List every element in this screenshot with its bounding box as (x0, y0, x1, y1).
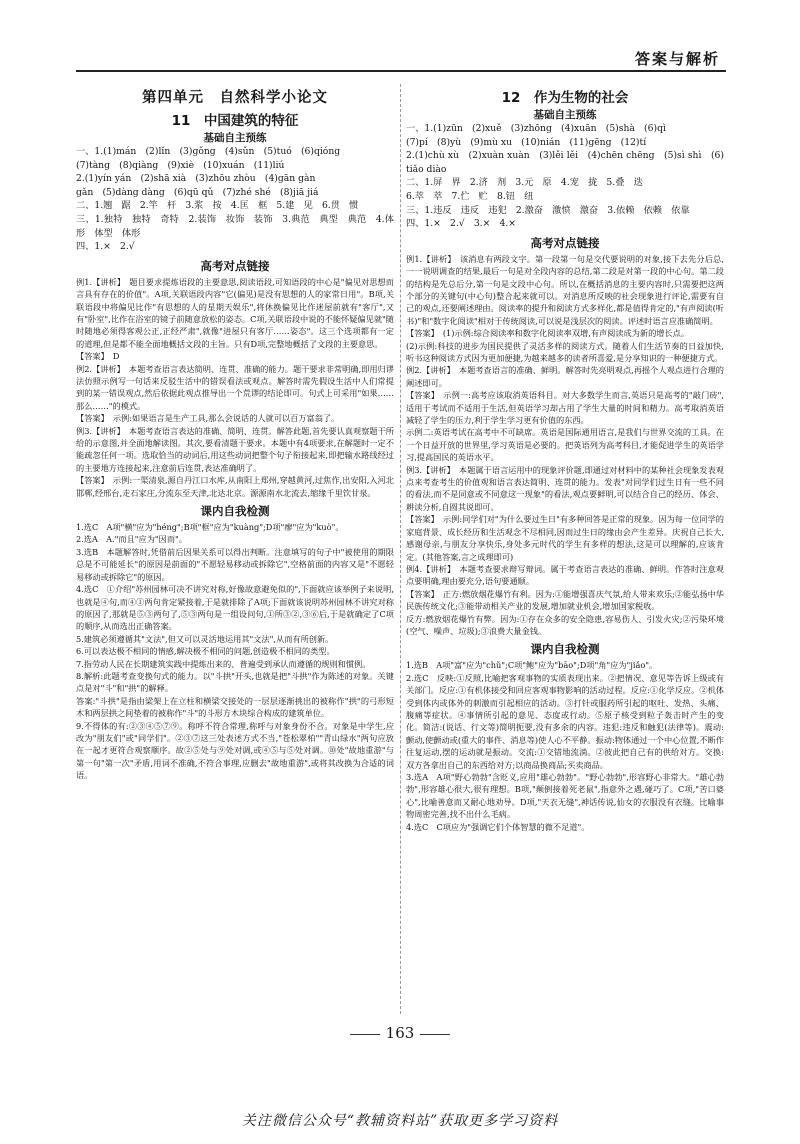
answer-paragraph: 【答案】 D (76, 351, 120, 362)
answer-line: gǎn (5)dàng dàng (6)qū qǔ (7)zhé shé (8)jiā jiá (76, 186, 319, 198)
answer-paragraph: 【答案】 正方:燃放烟花爆竹有利。因为:①能增强喜庆气氛,给人带来欢乐;②能弘扬中华民族传统文化;③能带动相关产业的发展,增加就业机会,增加国家税收。 (406, 588, 724, 612)
answer-paragraph: (2)示例:科技的进步为国民提供了灵活多样的阅读方式。随着人们生活节奏的日益加快,听书这种阅读方式因为更加便捷,为越来越多的读者所喜爱,是分享知识的一种便捷方式。 (406, 340, 724, 363)
explanation-paragraph: 例2.【讲析】 本题考查语言的准确、鲜明。解答时先亮明观点,再摇个人观点进行合理的阐述即可。 (406, 365, 724, 388)
answer-line: 四、1.× 2.√ (76, 241, 135, 253)
answer-paragraph: 【答案】 (1)示例:综合阅读率和数字化阅读率双增,有声阅读成为新的增长点。 (406, 328, 690, 339)
check-answer: 3.选B 本题解答时,凭借前后因果关系可以得出判断。注意填写的句子中"被使用的期限总是不可能延长"的原因是前面的"不愿轻易移动或拆除它",空格前面的内容又是"不愿轻易移动或拆除它"的原因。 (76, 546, 394, 582)
answer-paragraph: 反方:燃放烟花爆竹有弊。因为:①存在众多的安全隐患,容易伤人、引发火灾;②污染环境(空气、噪声、垃圾);③浪费大量金钱。 (406, 613, 724, 636)
explanation-paragraph: 例1.【讲析】 该消息有两段文字。第一段第一句是交代要说明的对象,接下去先分后总,一一说明调查的结果,最后一句是对全段内容的总结,第二段是对第一段的中心句。第二段的结构是先总后分,第一句是文段中心句。所以,在概括消息的主要内容时,只需要把这两个部分的关键句(中心句)整合起来就可以。对消息所反映的社会现象进行评论,需要有自己的观点,还要阐述理由。阅读率的提升和阅读方式多样化,都是值得肯定的,"有声阅读(听书)"和"数字化阅读"相对于传统阅读,可以说是浅层次的阅读。评述时语言应准确简明。 (406, 253, 724, 326)
running-header (76, 46, 726, 72)
check-answer: 5.建筑必须遵循其"文法",但又可以灵活地运用其"文法",从而有所创新。 (76, 633, 334, 644)
answer-line: 三、1.违反 违反 违犯 2.激奋 激愤 激奋 3.依赖 依赖 依靠 (406, 204, 690, 216)
section-self-check: 课内自我检测 (530, 642, 600, 657)
header-label: 答案与解析 (634, 50, 720, 68)
section-self-check: 课内自我检测 (200, 504, 270, 519)
answer-line: 2.(1)yín yán (2)shā xià (3)zhōu zhòu (4)gān gàn (76, 173, 316, 185)
check-answer: 8.解析:此题考查变换句式的能力。以"斗拱"开头,也就是把"斗拱"作为陈述的对象。关键点是对"斗"和"拱"的解释。 (76, 670, 394, 694)
section-basic-practice: 基础自主预练 (533, 109, 597, 121)
check-answer: 1.选B A项"富"应为"chǔ";C项"鲍"应为"bāo";D项"角"应为"jiǎo"。 (406, 660, 658, 671)
lesson-11-title: 11 中国建筑的特征 (171, 113, 299, 129)
answer-line: (7)pí (8)yù (9)mù xu (10)nián (11)gēng (12)tí (406, 136, 647, 148)
answer-paragraph: 【答案】 示例:如果语言是生产工具,那么会说话的人就可以百万富翁了。 (76, 413, 340, 424)
lesson-12-title: 12 作为生物的社会 (501, 90, 629, 106)
check-answer: 9.不得体的有:②③④⑤⑦⑨。称呼不符合常理,称呼与对象身份不合。对象是中学生,应改为"朋友们"或"同学们"。②③⑦这三处表述方式不当,"苍松翠柏""青山绿水"两句应放在一起才更符合观察顺序。故②⑤处与⑨处对调,或④⑤与⑤处对调。⑩处"故地重游"与第一句"第一次"矛盾,用词不准确,不符合事理,应删去"故地重游",或将其改换为合适的词语。 (76, 720, 394, 781)
answer-line: 6.萃 萃 7.伫 贮 8.钮 纽 (406, 190, 534, 202)
check-answer: 2.选A A."而且"应为"因而"。 (76, 534, 187, 545)
answer-line: 一、1.(1)zūn (2)xuě (3)zhōng (4)xuān (5)shà (6)qì (406, 123, 666, 134)
page-number: 163 (0, 1024, 800, 1042)
section-gaokao-link: 高考对点链接 (200, 258, 270, 273)
right-column (406, 84, 724, 1014)
footer-note: 关注微信公众号“教辅资料站”获取更多学习资料 (241, 1113, 559, 1129)
answer-line: 三、1.独特 独特 奇特 2.装饰 妆饰 装饰 3.典范 典型 典范 4.体形 体型 体形 (76, 213, 394, 239)
check-answer: 6.可以表达极不相同的情感,解决极不相同的问题,创造极不相同的类型。 (76, 646, 335, 657)
explanation-paragraph: 例4.【讲析】 本题考查要求辩写辩词。属于考查语言表达的准确、鲜明。作答时注意观点要明确,理由要充分,语句要通顺。 (406, 563, 724, 587)
check-answer: 4.选C C项应为"强调它们个体智慧的微不足道"。 (406, 821, 590, 832)
answer-paragraph: 【答案】 示例一:高考应该取消英语科目。对大多数学生而言,英语只是高考的"敲门砖",适用于考试而不适用于生活,但英语学习却占用了学生大量的时间和精力。高考取消英语减轻了学生的压力,利于学生学习更有价值的东西。 (406, 390, 724, 426)
answer-line: (7)tàng (8)qiàng (9)xiè (10)xuán (11)liú (76, 159, 285, 171)
answer-line: 四、1.× 2.√ 3.× 4.× (406, 218, 516, 230)
explanation-paragraph: 例3.【讲析】 本题考查语言表达的准确、简明、连贯。解答此题,首先要认真观察题干所给的示意图,并全面地解读图。其次,要看清题干要求。本题中有4项要求,在解题时一定不能疏忽任何一项。选取恰当的动词后,用这些动词把整个句子衔接起来,即把输水路线经过的主要地方连接起来,注意前后连贯,表达准确明了。 (76, 425, 394, 473)
left-column (76, 84, 394, 1014)
answer-line: 二、1.屏 界 2.济 剂 3.元 原 4.宠 拢 5.叠 迭 (406, 177, 643, 189)
check-answer: 3.选A A项"野心勃勃"含贬义,应用"雄心勃勃"。"野心勃勃",形容野心非常大。"雄心勃勃",形容雄心很大,很有理想。B项,"颠倒接着死老鼠",指意外之遇,碰巧了。C项,"苦口婆心",比喻善意而又耐心地劝导。D项,"天衣无缝",神话传说,仙女的衣服没有衣缝。比喻事物周密完善,找不出什么毛病。 (406, 772, 724, 820)
check-answer: 4.选C ①介绍"苏州园林可决不讲究对称,好像故意避免似的",下面就应该举例子来说明,也就是④句,而④①两句肯定紧接着,于是就排除了A项;下面就该说明苏州园林不讲究对称的原因了,那就是⑤③两句了,⑤③两句是一组设问句,①所③②,③⑥后,于是就确定了C项的顺序,从而选出正确答案。 (76, 584, 394, 632)
explanation-paragraph: 例3.【讲析】 本题属于语言运用中的现象评价题,即通过对材料中的某种社会现象发表观点来考查考生的价值观和语言表达简明、连贯的能力。发表"对同学们过生日有一些不同的看法,而不是同意或不同意这一现象"的看法,观点要鲜明,可以结合自己的经历、体会、耕读分析,自圆其说即可。 (406, 464, 724, 512)
check-answer: 2.选C 反映:①反照,比喻把客观事物的实质表现出来。②把情况、意见等告诉上级或有关部门。反应:①有机体接受和回应客观事物影响的活动过程。反应:①化学反应。②机体受到体内或体外的刺激而引起相应的活动。③打针或服药所引起的呕吐、发热、头痛、腹痛等症状。④事情所引起的意见、态度或行动。⑤原子核受到粒子轰击时产生的变化。简洁:(说话、行文等)简明扼要,没有多余的内容。违犯:违反和触犯(法律等)。震动:颤动,使颤动或(重大的事件、消息等)使人心不平静。振动:物体通过一个中心位置,不断作往复运动,摆的运动就是振动。交流:①交错地流淌。②彼此把自己有的供给对方。交换:双方各拿出自己的东西给对方;以商品换商品;买卖商品。 (406, 672, 724, 770)
section-basic-practice: 基础自主预练 (203, 132, 267, 144)
answer-paragraph: 【答案】 示例:同学们对"为什么要过生日"有多种回答是正常的现象。因为每一位同学的家庭背景、成长经历和生活观念不尽相同,因而过生日的缘由会产生差异。庆祝自己长大,感谢母亲,与朋友分享快乐,身处多元时代的学生有多样的想法,这是可以理解的,应该肯定。(其他答案,言之成理即可) (406, 514, 724, 562)
check-answer: 1.选C A项"横"应为"héng";B项"框"应为"kuàng";D项"瘳"应为"kuò"。 (76, 522, 344, 533)
answer-line: 一、1.(1)mán (2)lǐn (3)gǒng (4)sǔn (5)tuó (6)qióng (76, 146, 341, 157)
check-answer: 7.指劳动人民在长期建筑实践中提炼出来的、普遍受到承认而遵循的规则和惯例。 (76, 658, 371, 669)
explanation-paragraph: 例2.【讲析】 本题考查语言表达简明、连贯、准确的能力。题干要求非常明确,即用归谬法仿照示例写一句话来反驳生活中的错误看法或观点。解答时需先假设生活中人们常提到的某一错误观点,然后依据此观点推导出一个荒谬的结论即可。句式上可采用"如果……那么……"的模式。 (76, 363, 394, 411)
check-answer: 答案:"斗拱"是指由梁架上在立柱和横梁交接处的一层层逐渐挑出的被称作"拱"的弓形短木和两层拱之间垫着的被称作"斗"的斗形方木块综合构成的建筑单位。 (76, 695, 394, 719)
column-divider (400, 84, 401, 1014)
explanation-paragraph: 例1.【讲析】 题目要求提炼语段的主要意思,阅读语段,可知语段的中心是"偏见对思想而言具有存在的价值"。A项,关联语段内容"它(偏见)是没有思想的人的家常日用"。B项,关联语段中将偏见比作"有思想的人的星期天娱乐",将休换偏见比作迷屋前就有"客厅",又有"卧室",比作在浴室的镜子前随意放松的姿态。C项,关联语段中说的不能怀疑偏见就"随时随地必须得客观公正,正经严肃",就像"进屋只有客厅……姿态"。这三个选项都有一定的道理,但是都不能全面地概括文段的主旨。只有D项,完整地概括了文段的主要意思。 (76, 276, 394, 349)
answer-line: 2.(1)chù xù (2)xuàn xuàn (3)lěi lěi (4)chēn chēng (5)sì shì (6)tiǎo diào (406, 150, 724, 175)
answer-paragraph: 【答案】 示例:一渠清泉,源自丹江口水库,从南阳上郑州,穿越黄河,过焦作,出安阳,入河北邯郸,经邢台,走石家庄,分流东至天津,北达北京。源源南水北流去,缩缘千里饮甘泉。 (76, 475, 394, 498)
unit-title: 第四单元 自然科学小论文 (142, 90, 328, 106)
page-content (76, 84, 726, 1014)
answer-line: 二、1.翘 踞 2.竿 杆 3.浆 按 4.匡 框 5.建 见 6.贯 惯 (76, 200, 359, 212)
section-gaokao-link: 高考对点链接 (530, 235, 600, 250)
answer-paragraph: 示例二:英语考试在高考中不可缺席。英语是国际通用语言,是我们与世界交流的工具。在一个日益开放的世界里,学习英语是必要的。把英语列为高考科目,才能促进学生的英语学习,提高国民的英语水平。 (406, 427, 724, 463)
